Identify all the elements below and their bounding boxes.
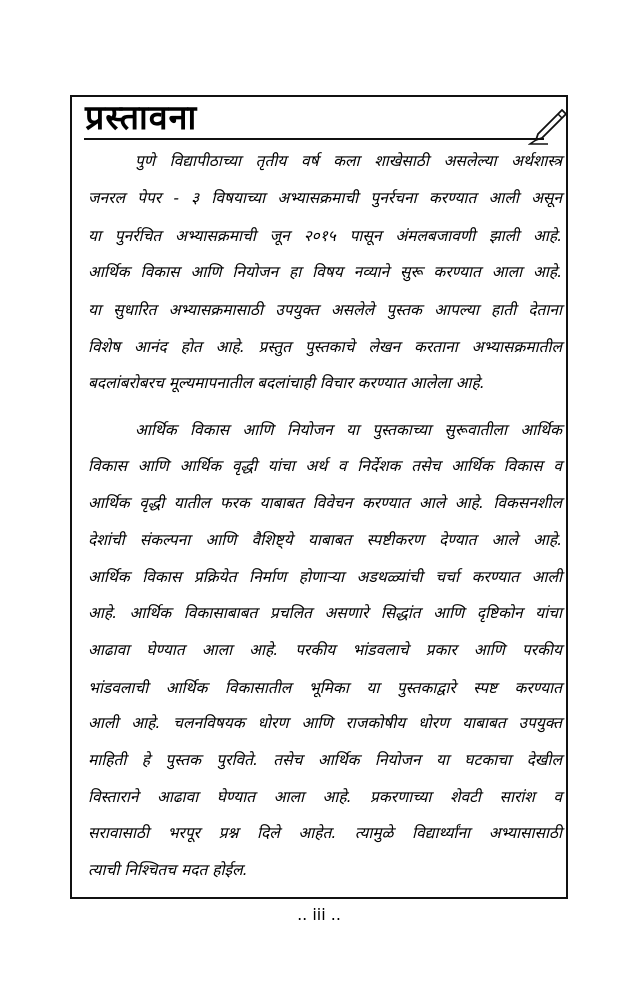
text-line: विकास आणि आर्थिक वृद्धी यांचा अर्थ व निर्देशक तसेच आर्थिक विकास व (88, 457, 562, 475)
text-line: विस्ताराने आढावा घेण्यात आला आहे. प्रकरणाच्या शेवटी सारांश व (88, 788, 562, 806)
text-line: या सुधारित अभ्यासक्रमासाठी उपयुक्त असलेले पुस्तक आपल्या हाती देताना (88, 301, 562, 319)
text-line: आर्थिक विकास आणि नियोजन हा विषय नव्याने सुरू करण्यात आला आहे. (88, 263, 562, 281)
text-line: आहे. आर्थिक विकासाबाबत प्रचलित असणारे सिद्धांत आणि दृष्टिकोन यांचा (88, 604, 562, 622)
text-line: जनरल पेपर - ३ विषयाच्या अभ्यासक्रमाची पुनर्रचना करण्यात आली असून (88, 189, 562, 207)
text-line: आली आहे. चलनविषयक धोरण आणि राजकोषीय धोरण याबाबत उपयुक्त (88, 714, 562, 732)
text-line: या पुनर्रचित अभ्यासक्रमाची जून २०१५ पासून अंमलबजावणी झाली आहे. (88, 227, 562, 245)
text-line: आर्थिक विकास आणि नियोजन या पुस्तकाच्या सुरूवातीला आर्थिक (135, 421, 562, 439)
text-line: आढावा घेण्यात आला आहे. परकीय भांडवलाचे प्रकार आणि परकीय (88, 641, 562, 659)
text-line: विशेष आनंद होत आहे. प्रस्तुत पुस्तकाचे लेखन करताना अभ्यासक्रमातील (88, 338, 562, 356)
text-line: आर्थिक विकास प्रक्रियेत निर्माण होणाऱ्या अडथळ्यांची चर्चा करण्यात आली (88, 568, 562, 586)
text-line: आर्थिक वृद्धी यातील फरक याबाबत विवेचन करण्यात आले आहे. विकसनशील (88, 494, 562, 512)
text-line: बदलांबरोबरच मूल्यमापनातील बदलांचाही विचार करण्यात आलेला आहे. (88, 374, 485, 392)
text-line: त्याची निश्चितच मदत होईल. (88, 861, 248, 879)
text-line: देशांची संकल्पना आणि वैशिष्ट्ये याबाबत स्पष्टीकरण देण्यात आले आहे. (88, 531, 562, 549)
page-title: प्रस्तावना (85, 98, 198, 138)
text-line: माहिती हे पुस्तक पुरविते. तसेच आर्थिक नियोजन या घटकाचा देखील (88, 751, 562, 769)
text-line: भांडवलाची आर्थिक विकासातील भूमिका या पुस्तकाद्वारे स्पष्ट करण्यात (88, 679, 562, 697)
text-line: पुणे विद्यापीठाच्या तृतीय वर्ष कला शाखेसाठी असलेल्या अर्थशास्त्र (135, 152, 562, 170)
text-line: सरावासाठी भरपूर प्रश्न दिले आहेत. त्यामुळे विद्यार्थ्यांना अभ्यासासाठी (88, 824, 562, 842)
pen-icon (528, 106, 568, 146)
page-number: .. iii .. (297, 905, 341, 924)
title-underline (84, 138, 544, 140)
